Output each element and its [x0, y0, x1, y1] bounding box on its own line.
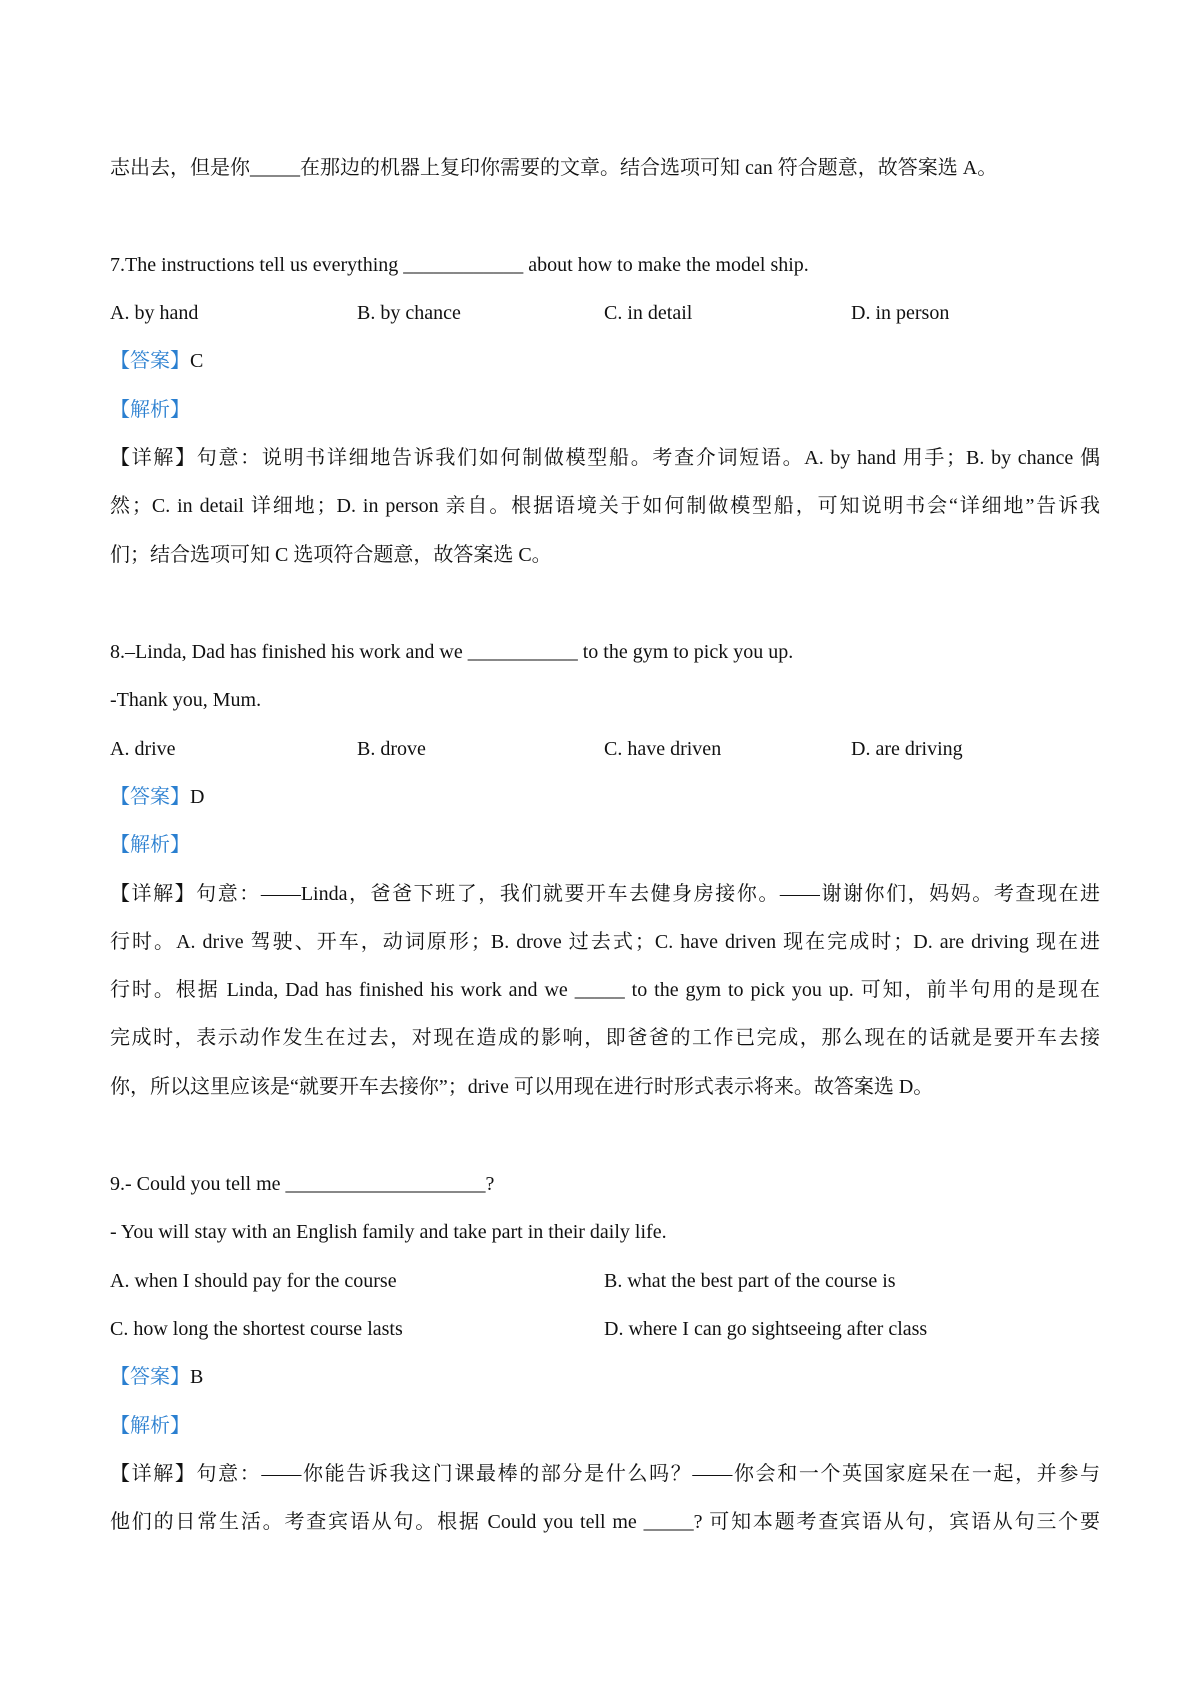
answer-value: D: [190, 786, 205, 808]
q9-analysis-label: 【解析】: [110, 1415, 190, 1437]
q8-analysis-label: 【解析】: [110, 834, 190, 856]
q8-answer: [110, 783, 204, 811]
q7-analysis-label: 【解析】: [110, 399, 190, 421]
answer-value: B: [190, 1366, 204, 1388]
q8-option-c: C. have driven: [604, 738, 722, 760]
q9-option-b: B. what the best part of the course is: [604, 1270, 896, 1292]
q7-option-a: A. by hand: [110, 302, 199, 324]
answer-label: 【答案】: [110, 1366, 190, 1388]
q7-option-d: D. in person: [851, 302, 950, 324]
question-8-stem: 8.–Linda, Dad has finished his work and we ___________ to the gym to pick you up.: [110, 641, 794, 663]
q8-detail-line-3: 行时。根据 Linda, Dad has finished his work and we _____ to the gym to pick you up. 可知，前半句用的是现在: [110, 979, 1100, 1001]
q9-option-d: D. where I can go sightseeing after class: [604, 1318, 928, 1340]
answer-label: 【答案】: [110, 786, 190, 808]
q8-detail-line-1: 【详解】句意：——Linda，爸爸下班了，我们就要开车去健身房接你。——谢谢你们，妈妈。考查现在进: [110, 883, 1100, 905]
q8-option-b: B. drove: [357, 738, 426, 760]
answer-label: 【答案】: [110, 350, 190, 372]
q7-option-c: C. in detail: [604, 302, 693, 324]
q9-answer: [110, 1363, 203, 1391]
q8-option-a: A. drive: [110, 738, 176, 760]
q9-detail-line-1: 【详解】句意：——你能告诉我这门课最棒的部分是什么吗？——你会和一个英国家庭呆在一起，并参与: [110, 1463, 1100, 1485]
question-9-reply: - You will stay with an English family and take part in their daily life.: [110, 1221, 667, 1243]
q8-detail-line-5: 你，所以这里应该是“就要开车去接你”；drive 可以用现在进行时形式表示将来。故答案选 D。: [110, 1076, 934, 1098]
q7-detail-line-2: 然；C. in detail 详细地；D. in person 亲自。根据语境关于如何制做模型船，可知说明书会“详细地”告诉我: [110, 495, 1100, 517]
q9-detail-line-2: 他们的日常生活。考查宾语从句。根据 Could you tell me _____? 可知本题考查宾语从句，宾语从句三个要: [110, 1511, 1100, 1533]
answer-value: C: [190, 350, 204, 372]
q7-detail-line-3: 们；结合选项可知 C 选项符合题意，故答案选 C。: [110, 544, 552, 566]
explanation-continuation: 志出去，但是你_____在那边的机器上复印你需要的文章。结合选项可知 can 符合题意，故答案选 A。: [110, 157, 998, 179]
q7-detail-line-1: 【详解】句意：说明书详细地告诉我们如何制做模型船。考查介词短语。A. by hand 用手；B. by chance 偶: [110, 447, 1100, 469]
question-7-stem: 7.The instructions tell us everything ____________ about how to make the model ship.: [110, 254, 809, 276]
q8-detail-line-4: 完成时，表示动作发生在过去，对现在造成的影响，即爸爸的工作已完成，那么现在的话就是要开车去接: [110, 1027, 1100, 1049]
q8-option-d: D. are driving: [851, 738, 963, 760]
q9-option-c: C. how long the shortest course lasts: [110, 1318, 403, 1340]
q8-detail-line-2: 行时。A. drive 驾驶、开车，动词原形；B. drove 过去式；C. have driven 现在完成时；D. are driving 现在进: [110, 931, 1100, 953]
q7-answer: [110, 347, 203, 375]
q7-option-b: B. by chance: [357, 302, 461, 324]
q9-option-a: A. when I should pay for the course: [110, 1270, 397, 1292]
question-9-stem: 9.- Could you tell me ____________________?: [110, 1173, 495, 1195]
question-8-reply: -Thank you, Mum.: [110, 689, 262, 711]
